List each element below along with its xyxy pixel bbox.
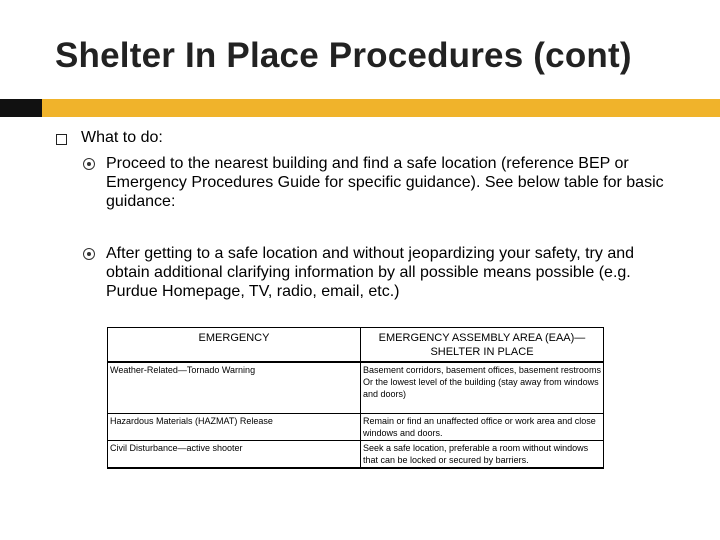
bullet-obtain-information: After getting to a safe location and without jeopardizing your safety, try and obtain additional clarifying information by all possible means possible (e.g. Purdue Homepage, TV, radio, email, etc.) [106, 245, 635, 300]
cell-emergency: Civil Disturbance—active shooter [108, 440, 361, 468]
cell-assembly-area: Seek a safe location, preferable a room without windows that can be locked or secured by barriers. [361, 440, 604, 468]
circle-bullet-icon [83, 248, 95, 260]
header-emergency: EMERGENCY [108, 328, 361, 363]
bullet-proceed-to-building: Proceed to the nearest building and find a safe location (reference BEP or Emergency Procedures Guide for specific guidance). See below table for basic guidance: [106, 155, 664, 210]
square-bullet-icon [56, 134, 67, 145]
header-assembly-area: EMERGENCY ASSEMBLY AREA (EAA)—SHELTER IN PLACE [361, 328, 604, 363]
cell-emergency: Hazardous Materials (HAZMAT) Release [108, 413, 361, 440]
circle-bullet-icon [83, 158, 95, 170]
cell-line: Basement corridors, basement offices, basement restrooms [363, 365, 601, 375]
table-row [108, 440, 604, 468]
cell-assembly-area: Remain or find an unaffected office or work area and close windows and doors. [361, 413, 604, 440]
what-to-do-heading: What to do: [81, 129, 163, 146]
shelter-guidance-table [107, 327, 604, 469]
table-header-row [108, 328, 604, 363]
title-rule-dark-segment [0, 99, 42, 117]
title-rule-gold-bar [42, 99, 720, 117]
cell-line: Or the lowest level of the building (stay away from windows and doors) [363, 377, 599, 399]
table-row [108, 413, 604, 440]
cell-emergency: Weather-Related—Tornado Warning [108, 362, 361, 413]
cell-assembly-area [361, 362, 604, 413]
table-row [108, 362, 604, 413]
slide-title: Shelter In Place Procedures (cont) [55, 36, 632, 75]
